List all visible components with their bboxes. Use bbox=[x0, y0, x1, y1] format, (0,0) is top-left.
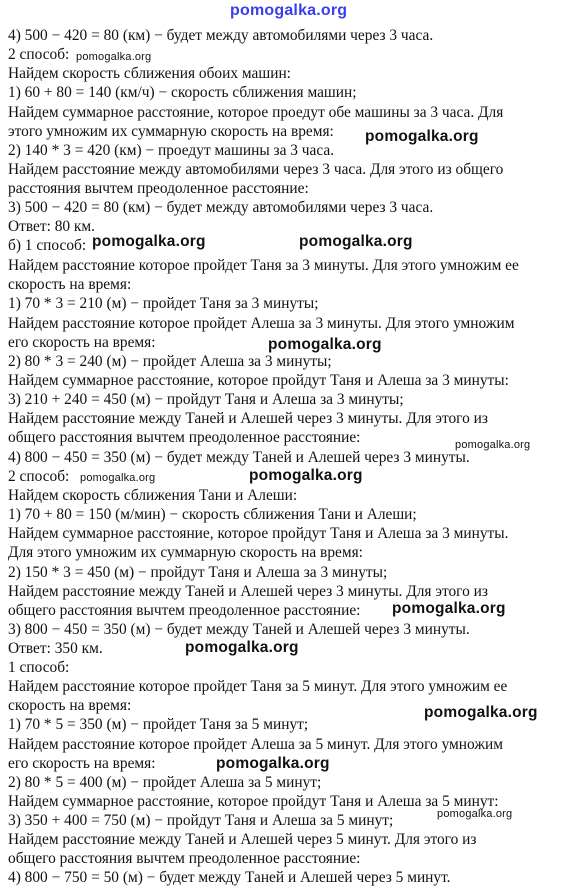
text-line: 1) 70 * 5 = 350 (м) − пройдет Таня за 5 минут; bbox=[8, 716, 309, 733]
text-line: 3) 500 − 420 = 80 (км) − будет между автомобилями через 3 часа. bbox=[8, 199, 434, 216]
text-line: 1) 60 + 80 = 140 (км/ч) − скорость сближения машин; bbox=[8, 84, 357, 101]
watermark: pomogalka.org bbox=[76, 51, 152, 63]
text-line: Найдем расстояние которое пройдет Алеша за 3 минуты. Для этого умножим bbox=[8, 315, 515, 332]
watermark: pomogalka.org bbox=[455, 439, 531, 451]
text-line: Ответ: 80 км. bbox=[8, 218, 96, 235]
text-line: 4) 800 − 750 = 50 (м) − будет между Таней и Алешей через 5 минут. bbox=[8, 869, 451, 886]
text-line: б) 1 способ: bbox=[8, 237, 87, 254]
text-line: общего расстояния вычтем преодоленное расстояние: bbox=[8, 850, 361, 867]
watermark: pomogalka.org bbox=[437, 808, 513, 820]
text-line: Найдем суммарное расстояние, которое пройдут Таня и Алеша за 5 минут: bbox=[8, 793, 499, 810]
text-line: его скорость на время: bbox=[8, 755, 156, 772]
text-line: 4) 500 − 420 = 80 (км) − будет между автомобилями через 3 часа. bbox=[8, 27, 434, 44]
text-line: Найдем суммарное расстояние, которое пройдут Таня и Алеша за 3 минуты. bbox=[8, 525, 509, 542]
text-line: 2 способ: bbox=[8, 468, 70, 485]
text-line: Найдем расстояние которое пройдет Таня за 3 минуты. Для этого умножим ее bbox=[8, 257, 519, 274]
text-line: 2) 140 * 3 = 420 (км) − проедут машины за 3 часа. bbox=[8, 142, 335, 159]
watermark: pomogalka.org bbox=[392, 600, 506, 617]
text-line: Для этого умножим их суммарную скорость на время: bbox=[8, 544, 363, 561]
text-line: скорость на время: bbox=[8, 697, 132, 714]
text-line: Найдем суммарное расстояние, которое пройдут Таня и Алеша за 3 минуты: bbox=[8, 372, 509, 389]
text-line: 4) 800 − 450 = 350 (м) − будет между Таней и Алешей через 3 минуты. bbox=[8, 449, 470, 466]
text-line: Найдем расстояние между Таней и Алешей через 3 минуты. Для этого из bbox=[8, 583, 488, 600]
watermark: pomogalka.org bbox=[185, 639, 299, 656]
text-line: 3) 800 − 450 = 350 (м) − будет между Таней и Алешей через 3 минуты. bbox=[8, 621, 470, 638]
text-line: 2) 150 * 3 = 450 (м) − пройдут Таня и Алеша за 3 минуты; bbox=[8, 564, 388, 581]
text-line: Найдем расстояние между Таней и Алешей через 5 минут. Для этого из bbox=[8, 831, 477, 848]
watermark: pomogalka.org bbox=[92, 233, 206, 250]
text-line: 2) 80 * 5 = 400 (м) − пройдет Алеша за 5 минут; bbox=[8, 774, 322, 791]
text-line: Найдем скорость сближения Тани и Алеши: bbox=[8, 487, 298, 504]
text-line: Найдем расстояние которое пройдет Алеша за 5 минут. Для этого умножим bbox=[8, 736, 503, 753]
watermark: pomogalka.org bbox=[365, 128, 479, 145]
text-line: Ответ: 350 км. bbox=[8, 640, 103, 657]
watermark: pomogalka.org bbox=[424, 704, 538, 721]
text-line: Найдем скорость сближения обоих машин: bbox=[8, 65, 291, 82]
text-line: этого умножим их суммарную скорость на время: bbox=[8, 123, 334, 140]
text-line: 1 способ: bbox=[8, 659, 70, 676]
watermark: pomogalka.org bbox=[80, 472, 156, 484]
watermark: pomogalka.org bbox=[299, 233, 413, 250]
text-line: общего расстояния вычтем преодоленное расстояние: bbox=[8, 429, 361, 446]
text-line: Найдем суммарное расстояние, которое проедут обе машины за 3 часа. Для bbox=[8, 104, 504, 121]
text-line: 2 способ: bbox=[8, 46, 70, 63]
watermark-header: pomogalka.org bbox=[230, 2, 348, 19]
text-line: общего расстояния вычтем преодоленное расстояние: bbox=[8, 602, 361, 619]
text-line: скорость на время: bbox=[8, 276, 132, 293]
text-line: Найдем расстояние между автомобилями через 3 часа. Для этого из общего bbox=[8, 161, 504, 178]
text-line: 3) 210 + 240 = 450 (м) − пройдут Таня и Алеша за 3 минуты; bbox=[8, 391, 404, 408]
text-line: расстояния вычтем преодоленное расстояние: bbox=[8, 180, 309, 197]
text-line: его скорость на время: bbox=[8, 334, 156, 351]
text-line: 1) 70 * 3 = 210 (м) − пройдет Таня за 3 минуты; bbox=[8, 295, 319, 312]
text-line: Найдем расстояние которое пройдет Таня за 5 минут. Для этого умножим ее bbox=[8, 678, 508, 695]
watermark: pomogalka.org bbox=[249, 467, 363, 484]
watermark: pomogalka.org bbox=[216, 755, 330, 772]
watermark: pomogalka.org bbox=[268, 336, 382, 353]
text-line: Найдем расстояние между Таней и Алешей через 3 минуты. Для этого из bbox=[8, 410, 488, 427]
text-line: 1) 70 + 80 = 150 (м/мин) − скорость сближения Тани и Алеши; bbox=[8, 506, 417, 523]
text-line: 2) 80 * 3 = 240 (м) − пройдет Алеша за 3 минуты; bbox=[8, 353, 332, 370]
text-line: 3) 350 + 400 = 750 (м) − пройдут Таня и Алеша за 5 минут; bbox=[8, 812, 394, 829]
